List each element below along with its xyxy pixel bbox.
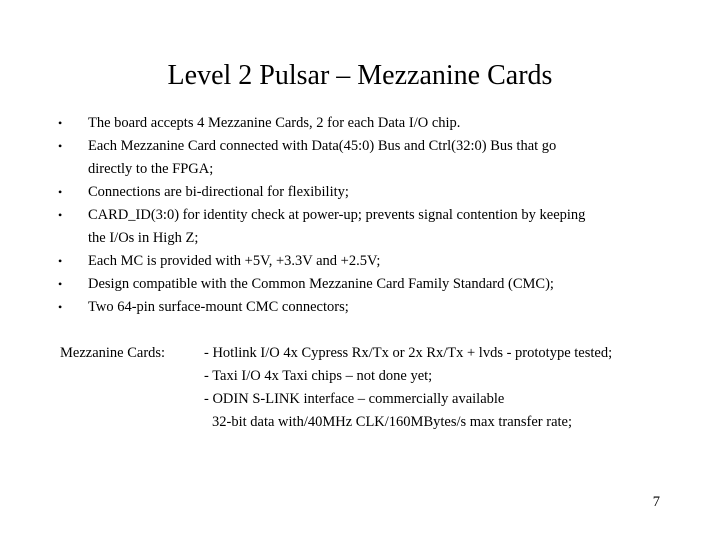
bullet-list [58, 112, 678, 319]
mezzanine-line: 32-bit data with/40MHz CLK/160MBytes/s max transfer rate; [212, 414, 573, 430]
bullet-icon: • [58, 277, 63, 291]
bullet-item: • Each Mezzanine Card connected with Data(45:0) Bus and Ctrl(32:0) Bus that go directly to the FPGA; [58, 135, 578, 181]
mezzanine-line: - Taxi I/O 4x Taxi chips – not done yet; [204, 368, 433, 384]
page-number: 7 [652, 494, 660, 510]
bullet-item: • Each MC is provided with +5V, +3.3V and +2.5V; [58, 250, 678, 273]
mezzanine-list [204, 342, 612, 434]
bullet-icon: • [58, 116, 63, 130]
mezzanine-line: - ODIN S-LINK interface – commercially available [204, 391, 505, 407]
mezzanine-label: Mezzanine Cards: [60, 345, 166, 361]
bullet-icon: • [58, 139, 63, 153]
bullet-icon: • [58, 208, 63, 222]
bullet-item: • Two 64-pin surface-mount CMC connectors; [58, 296, 678, 319]
bullet-item: • Design compatible with the Common Mezzanine Card Family Standard (CMC); [58, 273, 678, 296]
bullet-icon: • [58, 185, 63, 199]
bullet-icon: • [58, 254, 63, 268]
bullet-item: • CARD_ID(3:0) for identity check at power-up; prevents signal contention by keeping the I/Os in High Z; [58, 204, 598, 250]
mezzanine-line: - Hotlink I/O 4x Cypress Rx/Tx or 2x Rx/Tx + lvds - prototype tested; [204, 345, 613, 361]
bullet-item: • The board accepts 4 Mezzanine Cards, 2 for each Data I/O chip. [58, 112, 648, 135]
slide-title: Level 2 Pulsar – Mezzanine Cards [167, 60, 553, 91]
bullet-icon: • [58, 300, 63, 314]
bullet-item: • Connections are bi-directional for flexibility; [58, 181, 678, 204]
